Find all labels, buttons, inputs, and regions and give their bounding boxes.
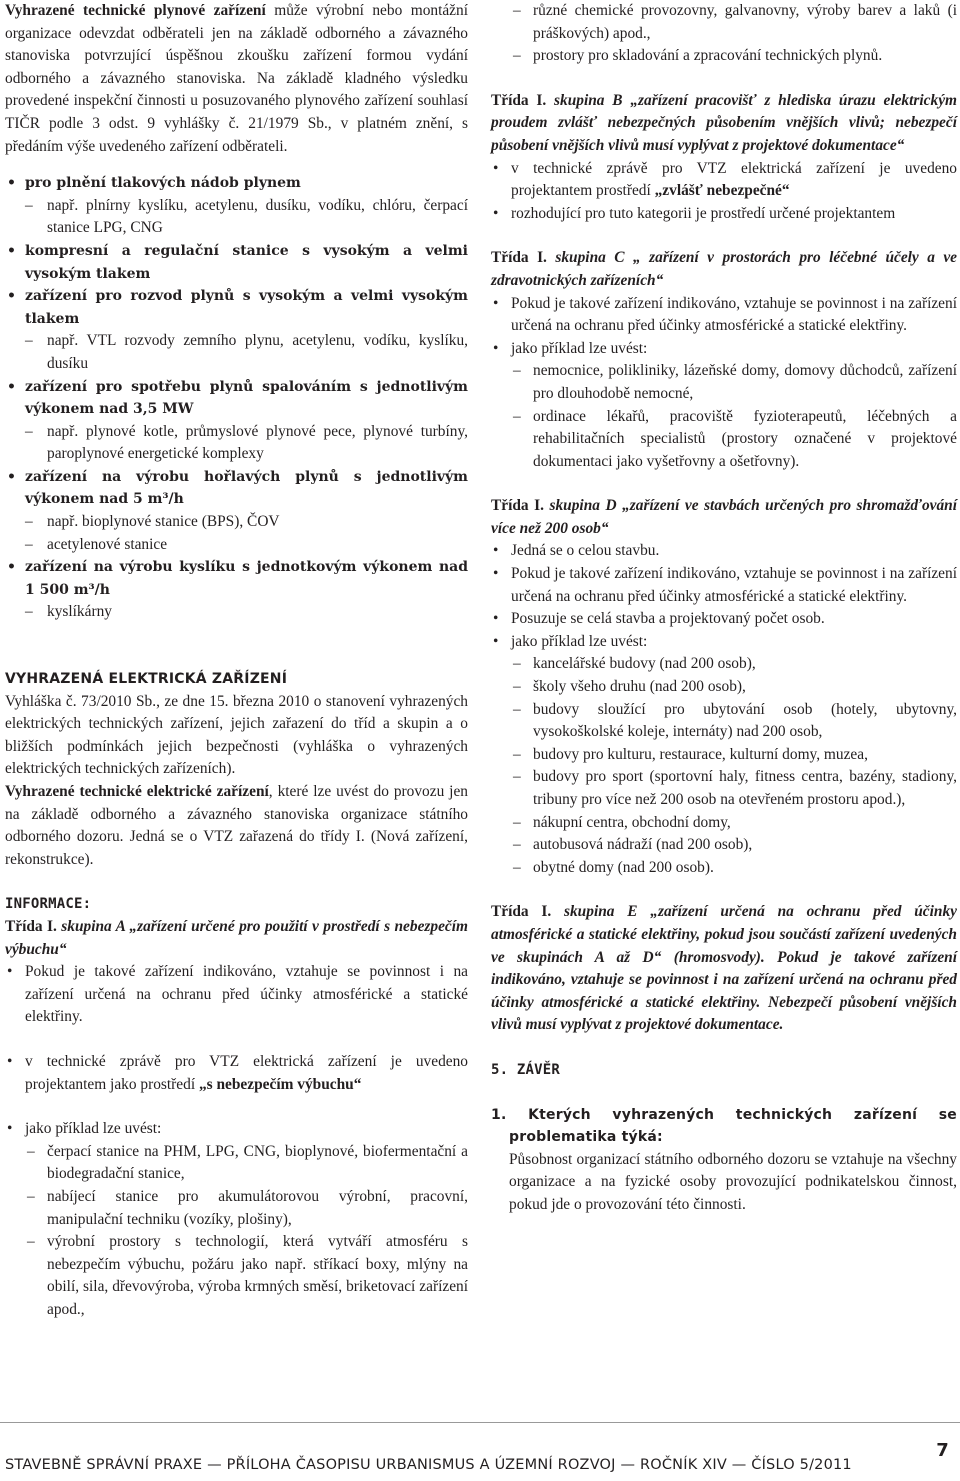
group-b-list [491, 158, 957, 226]
list-item-bold: „s nebezpečím výbuchu“ [198, 1075, 362, 1093]
list-subitem: – např. VTL rozvody zemního plynu, acetylenu, vodíku, kyslíku, dusíku [5, 330, 468, 375]
gas-equipment-list [5, 172, 468, 624]
group-b-label: Třída I. [491, 91, 547, 109]
list-item: • rozhodující pro tuto kategorii je prostředí určené projektantem [491, 203, 957, 226]
list-item: • kompresní a regulační stanice s vysokým a velmi vysokým tlakem [5, 240, 468, 285]
list-item: • Pokud je takové zařízení indikováno, vztahuje se povinnost i na zařízení určená na ochranu před účinky atmosférické a statické elektřiny. [491, 293, 957, 338]
intro-bold: Vyhrazené technické plynové zařízení [5, 2, 266, 19]
group-b-heading: skupina B „zařízení pracovišť z hlediska úrazu elektrickým proudem zvlášť nebezpečných působením vnějších vlivů; nebezpečí působení vnějších vlivů musí vyplývat z projektové dokumentace“ [491, 91, 957, 154]
electrical-text: , které lze uvést do provozu jen na základě odborného a závazného stanoviska organizace státního odborného dozoru. Jedná se o VTZ zařazená do třídy I. (Nová zařízení, rekonstrukce). [5, 783, 468, 868]
list-item-bold: „zvlášť nebezpečné“ [654, 182, 790, 200]
group-d-heading: skupina D „zařízení ve stavbách určených pro shromažďování více než 200 osob“ [491, 497, 958, 537]
list-item: • zařízení pro rozvod plynů s vysokým a velmi vysokým tlakem [5, 285, 468, 330]
question-heading: 1. Kterých vyhrazených technických zařízení se problematika týká: [491, 1106, 957, 1146]
list-item: • Pokud je takové zařízení indikováno, vztahuje se povinnost i na zařízení určená na ochranu před účinky atmosférické a statické elektřiny. [491, 563, 957, 608]
electrical-paragraph-2 [5, 781, 468, 871]
electrical-paragraph-1: Vyhláška č. 73/2010 Sb., ze dne 15. března 2010 o stanovení vyhrazených elektrických technických zařízení, jejich zařazení do tříd a skupin a o bližších podmínkách jejich bezpečnosti (vyhláška o vyhrazených elektrických technických zařízeních). [5, 692, 468, 778]
list-item: • Pokud je takové zařízení indikováno, vztahuje se povinnost i na zařízení určená na ochranu před účinky atmosférické a statické elektřiny. [5, 961, 468, 1029]
page-number: 7 [936, 1440, 949, 1461]
list-subitem: – školy všeho druhu (nad 200 osob), [491, 676, 957, 699]
list-subitem: – obytné domy (nad 200 osob). [491, 857, 957, 880]
list-item: • pro plnění tlakových nádob plynem [5, 172, 468, 195]
footer-text: STAVEBNĚ SPRÁVNÍ PRAXE — PŘÍLOHA ČASOPISU URBANISMUS A ÚZEMNÍ ROZVOJ — ROČNÍK XIV — ČÍSLO 5/2011 [5, 1457, 852, 1473]
list-item: • jako příklad lze uvést: [491, 631, 957, 654]
electrical-bold: Vyhrazené technické elektrické zařízení [5, 783, 269, 800]
list-subitem: – nemocnice, polikliniky, lázeňské domy, domovy důchodců, zařízení pro dlouhodobě nemocné, [491, 360, 957, 405]
list-item: • zařízení na výrobu kyslíku s jednotkovým výkonem nad 1 500 m³/h [5, 556, 468, 601]
list-item: • jako příklad lze uvést: [5, 1118, 468, 1141]
list-item: • zařízení pro spotřebu plynů spalováním s jednotlivým výkonem nad 3,5 MW [5, 376, 468, 421]
list-subitem: – čerpací stanice na PHM, LPG, CNG, bioplynové, biofermentační a biodegradační stanice, [5, 1141, 468, 1186]
list-subitem: – kancelářské budovy (nad 200 osob), [491, 653, 957, 676]
footer-divider [0, 1422, 960, 1423]
group-a-title [5, 916, 468, 961]
group-a-list [5, 961, 468, 1321]
list-subitem: – různé chemické provozovny, galvanovny, výroby barev a laků (i práškových) apod., [491, 0, 957, 45]
group-e-text: skupina E „zařízení určená na ochranu před účinky atmosférické a statické elektřiny, pokud jsou součástí zařízení uvedených ve skupinách A až D“ (hromosvody). Pokud je takové zařízení indikováno, vztahuje se povinnost i na zařízení určená na ochranu před účinky atmosférické a statické elektřiny. Nebezpečí působení vnějších vlivů musí vyplývat z projektové dokumentace. [491, 903, 957, 1034]
group-c-title [491, 247, 957, 292]
list-subitem: – budovy pro kulturu, restaurace, kulturní domy, muzea, [491, 744, 957, 767]
group-a-heading: skupina A „zařízení určené pro použití v prostředí s nebezpečím výbuchu“ [5, 917, 468, 958]
group-d-list [491, 540, 957, 879]
list-item: • Jedná se o celou stavbu. [491, 540, 957, 563]
group-e-paragraph [491, 901, 957, 1037]
list-subitem: – např. plnírny kyslíku, acetylenu, dusíku, vodíku, chlóru, čerpací stanice LPG, CNG [5, 195, 468, 240]
list-subitem: – výrobní prostory s technologií, která vytváří atmosféru s nebezpečím výbuchu, požáru jako např. stříkací boxy, mlýny na obilí, sila, dřevovýroba, výroba krmných směsí, briketovací zařízení apod., [5, 1231, 468, 1321]
list-subitem: – budovy pro sport (sportovní haly, fitness centra, bazény, stadiony, tribuny pro více než 200 osob na otevřeném prostoru apod.), [491, 766, 957, 811]
section-heading-info: INFORMACE: [5, 896, 92, 913]
list-subitem: – acetylenové stanice [5, 534, 468, 557]
question-answer: Působnost organizací státního odborného dozoru se vztahuje na všechny organizace a na fyzické osoby provozující podnikatelskou činnost, pokud jde o provozování této činnosti. [509, 1150, 957, 1213]
group-b-title [491, 90, 957, 158]
group-a-continued-list [491, 0, 957, 68]
intro-paragraph [5, 0, 468, 158]
right-column [491, 0, 957, 1217]
left-column [5, 0, 468, 1321]
page-footer [5, 1440, 955, 1478]
list-subitem: – nabíjecí stanice pro akumulátorovou výrobní, pracovní, manipulační techniku (vozíky, plošiny), [5, 1186, 468, 1231]
list-subitem: – ordinace lékařů, pracoviště fyzioterapeutů, léčebných a rehabilitačních specialistů (prostory označené v projektové dokumentaci jako vyšetřovny a ošetřovny). [491, 406, 957, 474]
section-heading-conclusion: 5. ZÁVĚR [491, 1061, 561, 1078]
list-subitem: – prostory pro skladování a zpracování technických plynů. [491, 45, 957, 68]
list-subitem: – např. plynové kotle, průmyslové plynové pece, plynové turbíny, paroplynové energetické komplexy [5, 421, 468, 466]
list-subitem: – budovy sloužící pro ubytování osob (hotely, ubytovny, vysokoškolské koleje, internáty) nad 200 osob, [491, 699, 957, 744]
list-item [5, 1051, 468, 1096]
group-c-label: Třída I. [491, 249, 547, 267]
intro-text: může výrobní nebo montážní organizace odevzdat odběrateli jen na základě odborného a závazného stanoviska potvrzující úspěšnou zkoušku zařízení formou vydání odborného a závazného stanoviska. Na základě kladného výsledku provedené inspekční činnosti u posuzovaného plynového zařízení souhlasí TIČR podle 3 odst. 9 vyhlášky č. 21/1979 Sb., v platném znění, s předáním výše uvedeného zařízení odběrateli. [5, 2, 468, 155]
list-item [491, 158, 957, 203]
list-subitem: – autobusová nádraží (nad 200 osob), [491, 834, 957, 857]
group-a-label: Třída I. [5, 917, 57, 935]
list-subitem: – např. bioplynové stanice (BPS), ČOV [5, 511, 468, 534]
group-d-label: Třída I. [491, 497, 544, 515]
group-e-label: Třída I. [491, 903, 552, 921]
list-subitem: – nákupní centra, obchodní domy, [491, 812, 957, 835]
group-d-title [491, 495, 957, 540]
list-item-text: v technické zprávě pro VTZ elektrická zařízení je uvedeno projektantem jako prostředí [25, 1052, 468, 1093]
list-item: • jako příklad lze uvést: [491, 338, 957, 361]
list-subitem: – kyslíkárny [5, 601, 468, 624]
section-heading-electrical: VYHRAZENÁ ELEKTRICKÁ ZAŘÍZENÍ [5, 671, 288, 688]
list-item-text: v technické zprávě pro VTZ elektrická zařízení je uvedeno projektantem prostředí [511, 159, 957, 200]
list-item: • zařízení na výrobu hořlavých plynů s jednotlivým výkonem nad 5 m³/h [5, 466, 468, 511]
group-c-list [491, 293, 957, 474]
group-c-heading: skupina C „ zařízení v prostorách pro léčebné účely a ve zdravotnických zařízeních“ [491, 249, 958, 289]
list-item: • Posuzuje se celá stavba a projektovaný počet osob. [491, 608, 957, 631]
